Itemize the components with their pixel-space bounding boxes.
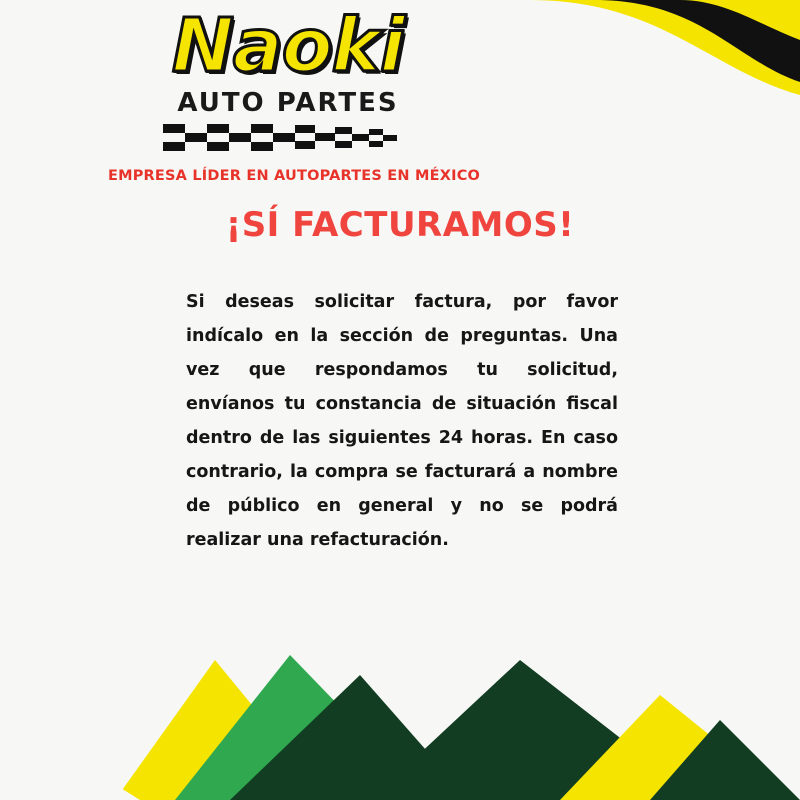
logo-block [108,3,481,184]
page-title: ¡SÍ FACTURAMOS! [225,205,575,245]
brand-name: Naoki [171,3,405,89]
bottom-decoration [0,600,800,800]
brand-tagline: EMPRESA LÍDER EN AUTOPARTES EN MÉXICO [108,168,481,184]
brand-subtitle: AUTO PARTES [177,88,399,118]
checkered-flag-icon [163,122,413,158]
body-paragraph: Si deseas solicitar factura, por favor indícalo en la sección de preguntas. Una vez que respondamos tu solicitud, envíanos tu constancia de situación fiscal dentro de las siguientes 24 horas. En caso contrario, la compra se facturará a nombre de público en general y no se podrá realizar una refacturación. [186,292,618,550]
